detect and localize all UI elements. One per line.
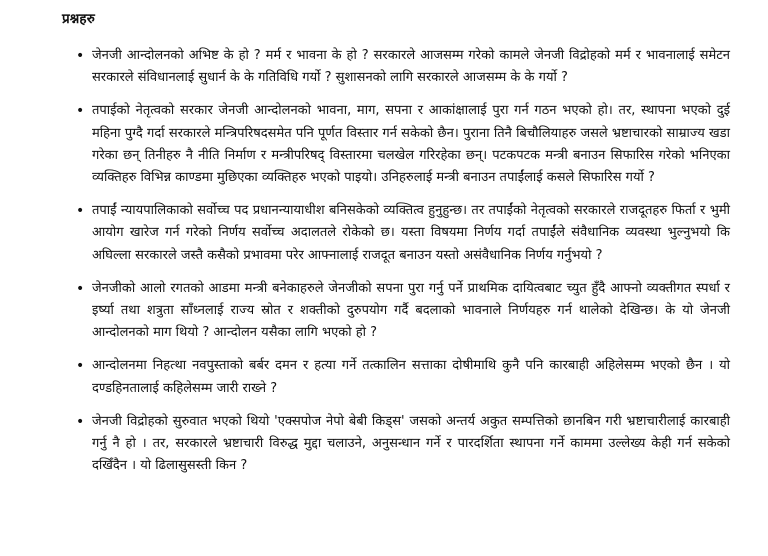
bullet-icon: • — [76, 203, 85, 220]
question-text-2: तपाईको नेतृत्वको सरकार जेनजी आन्दोलनको भावना, माग, सपना र आकांक्षालाई पुरा गर्न गठन भएको हो। तर, स्थापना भएको दुई महिना पुग्दै गर्दा सरकारले मन्त्रिपरिषदसमेत पनि पूर्णत विस्तार गर्न सकेको छैन। पुराना तिनै बिचौलियाहरु जसले भ्रष्टाचारको साम्राज्य खडा गरेका छन् तिनीहरु नै नीति निर्माण र मन्त्रीपरिषद् विस्तारमा चलखेल गरिरहेका छन्। पटकपटक मन्त्री बनाउन सिफारिस गरेको भनिएका व्यक्तिहरु विभिन्न काण्डमा मुछिएका व्यक्तिहरु भएको पाइयो। उनिहरुलाई मन्त्री बनाउन तपाईंलाई कसले सिफारिस गर्यो ? — [92, 103, 730, 186]
question-item-4 — [0, 278, 768, 345]
question-item-1 — [0, 45, 768, 89]
bullet-icon: • — [76, 103, 85, 120]
bullet-icon: • — [76, 280, 85, 297]
bullet-icon: • — [76, 413, 85, 430]
question-text-4: जेनजीको आलो रगतको आडमा मन्त्री बनेकाहरुले जेनजीको सपना पुरा गर्नु पर्ने प्राथमिक दायित्वबाट च्युत हुँदै आफ्नो व्यक्तीगत स्पर्धा र इर्ष्या तथा शत्रुता साँध्नलाई राज्य स्रोत र शक्तीको दुरुपयोग गर्दै बदलाको भावनाले निर्णयहरु गर्न थालेको देखिन्छ। के यो जेनजी आन्दोलनको माग थियो ? आन्दोलन यसैका लागि भएको हो ? — [92, 280, 730, 341]
question-text-1: जेनजी आन्दोलनको अभिष्ट के हो ? मर्म र भावना के हो ? सरकारले आजसम्म गरेको कामले जेनजी विद्रोहको मर्म र भावनालाई समेटन सरकारले संविधानलाई सुधार्न के के गतिविधि गर्यो ? सुशासनको लागि सरकारले आजसम्म के के गर्यो ? — [92, 48, 730, 86]
bullet-icon: • — [76, 48, 85, 64]
question-text-3: तपाईं न्यायपालिकाको सर्वोच्च पद प्रधानन्यायाधीश बनिसकेको व्यक्तित्व हुनुहुन्छ। तर तपाईंको नेतृत्वको सरकारले राजदूतहरु फिर्ता र भुमी आयोग खारेज गर्न गरेको निर्णय सर्वोच्च अदालतले रोकेको छ। यस्ता विषयमा निर्णय गर्दा तपाईंले संवैधानिक व्यवस्था भुल्नुभयो कि अघिल्ला सरकारले जस्तै कसैको प्रभावमा परेर आफ्नालाई राजदूत बनाउन यस्तो असंवैधानिक निर्णय गर्नुभयो ? — [92, 203, 730, 263]
questions-list — [0, 45, 768, 488]
question-item-6 — [0, 411, 768, 478]
question-item-2 — [0, 100, 768, 189]
section-heading: प्रश्नहरु — [62, 11, 95, 27]
question-text-5: आन्दोलनमा निहत्था नवपुस्ताको बर्बर दमन र हत्या गर्ने तत्कालिन सत्ताका दोषीमाथि कुनै पनि कारबाही अहिलेसम्म भएको छैन । यो दण्डहिनतालाई कहिलेसम्म जारी राख्ने ? — [92, 358, 730, 396]
question-item-3 — [0, 200, 768, 267]
question-item-5 — [0, 355, 768, 399]
bullet-icon: • — [76, 358, 85, 375]
question-text-6: जेनजी विद्रोहको सुरुवात भएको थियो 'एक्सपोज नेपो बेबी किड्स' जसको अन्तर्य अकुत सम्पत्तिको छानबिन गरी भ्रष्टाचारीलाई कारबाही गर्नु नै हो । तर, सरकारले भ्रष्टाचारी विरुद्ध मुद्दा चलाउने, अनुसन्धान गर्ने र पारदर्शिता स्थापना गर्ने काममा उल्लेख्य केही गर्न सकेको दखिँदैन । यो ढिलासुसस्ती किन ? — [92, 413, 730, 474]
